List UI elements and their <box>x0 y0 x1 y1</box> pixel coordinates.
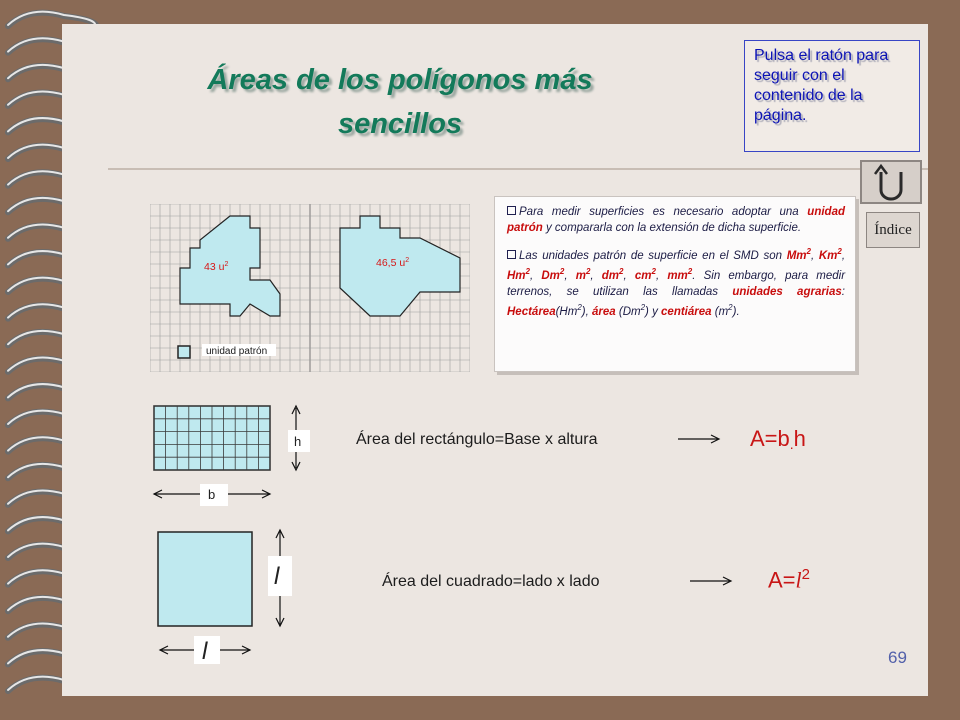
title-line-2: sencillos <box>337 108 463 140</box>
unit-square <box>178 346 190 358</box>
info-paragraph-2: Las unidades patrón de superficie en el SMD son Mm$^2$, Km$^2$, Hm$^2$, Dm$^2$, $m^2$, $dm^2$, $cm^2$, $mm^2$. Sin embargo, para medir terrenos, se utilizan las llamadas unidades agrarias: Hectárea(Hm$^2$), área (Dm$^2$) y centiárea $(m^2)$. <box>507 247 846 318</box>
u-turn-arrow-icon <box>862 162 920 202</box>
checkbox-bullet-icon <box>507 250 516 259</box>
page-title <box>140 58 660 146</box>
side-label-horizontal: l <box>202 638 208 665</box>
title-line-1: Áreas de los polígonos más <box>207 64 593 96</box>
arrow-right-icon <box>690 574 734 588</box>
unit-list: Mm$^2$, Km$^2$, Hm$^2$, Dm$^2$, $m^2$, $dm^2$, $cm^2$, $mm^2$. <box>507 247 846 283</box>
rectangle-formula: A=b.h <box>750 426 806 452</box>
index-button[interactable]: Índice <box>866 212 920 248</box>
unit-item: $cm^2$ <box>634 267 656 283</box>
unit-item: $m^2$ <box>575 267 591 283</box>
unit-item: $dm^2$ <box>601 267 624 283</box>
arrow-right-icon <box>678 432 722 446</box>
unit-item: $mm^2$ <box>667 267 693 283</box>
info-paragraph-1: Para medir superficies es necesario adoptar una unidad patrón y compararla con la extensión de dicha superficie. <box>507 206 845 234</box>
unit-item: Km$^2$ <box>818 247 842 262</box>
shape2-label: 46,5 $u^2$ <box>376 257 410 269</box>
info-box <box>494 196 856 372</box>
grid-figure <box>150 204 470 372</box>
base-label: b <box>208 487 216 502</box>
square-formula: $A=l^2$ <box>768 566 810 593</box>
page-number: 69 <box>888 648 907 667</box>
square-figure <box>150 526 310 666</box>
rectangle-area-text: Área del rectángulo=Base x altura <box>356 431 598 448</box>
shape1-label: 43 $u^2$ <box>204 261 229 273</box>
return-button[interactable] <box>860 160 922 204</box>
checkbox-bullet-icon <box>507 206 516 215</box>
unit-item: Hm$^2$ <box>507 267 530 283</box>
square-area-text: Área del cuadrado=lado x lado <box>382 573 600 590</box>
title-divider <box>108 168 928 170</box>
side-label-vertical: l <box>274 563 280 590</box>
rectangle-figure <box>150 404 320 514</box>
height-label: h <box>294 434 302 449</box>
unit-label: unidad patrón <box>206 346 268 357</box>
shape-43 <box>180 216 280 316</box>
unit-item: Dm$^2$ <box>541 267 565 283</box>
callout-text[interactable]: Pulsa el ratón para seguir con el contenido de la página. <box>754 47 889 124</box>
unit-item: Mm$^2$ <box>786 247 811 262</box>
